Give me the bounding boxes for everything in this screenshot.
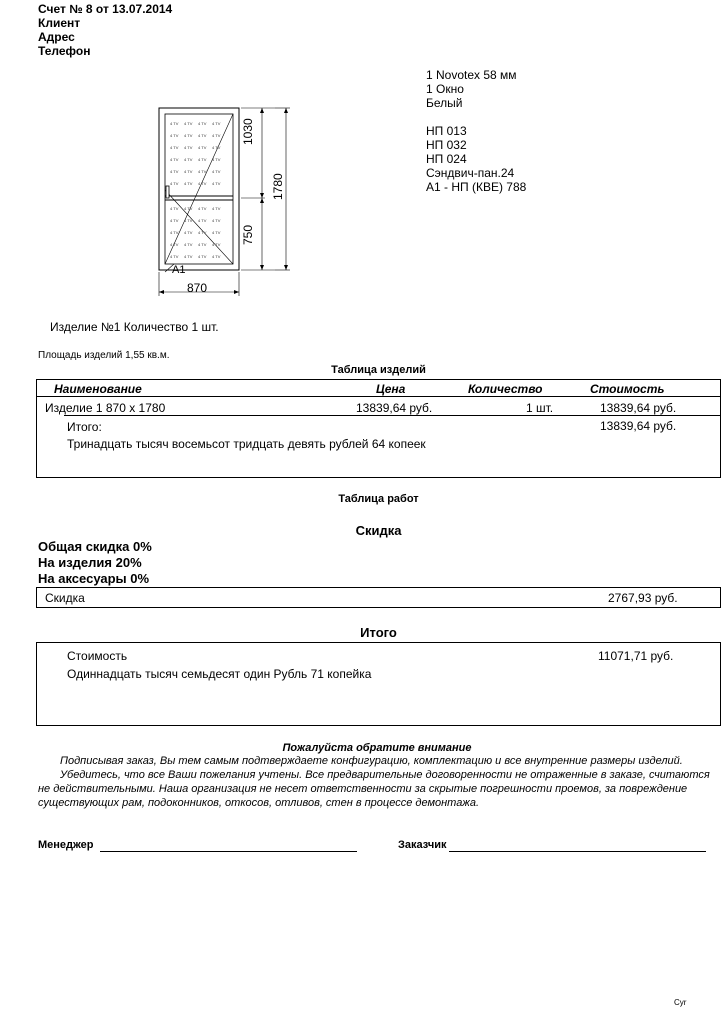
glass-mark: 4 TV [184, 206, 193, 211]
footer-mark: Cyr [674, 998, 687, 1007]
glass-mark: 4 TV [170, 169, 179, 174]
col-header-qty: Количество [468, 382, 543, 396]
row-qty: 1 шт. [526, 401, 554, 415]
notice-title: Пожалуйста обратите внимание [282, 742, 472, 754]
glass-mark: 4 TV [198, 157, 207, 162]
row-price: 13839,64 руб. [356, 401, 433, 415]
glass-mark: 4 TV [212, 206, 221, 211]
invoice-title: Счет № 8 от 13.07.2014 [38, 2, 173, 16]
glass-mark: 4 TV [212, 157, 221, 162]
glass-mark: 4 TV [212, 133, 221, 138]
glass-mark: 4 TV [170, 121, 179, 126]
manager-signature-label: Менеджер [38, 839, 94, 851]
glass-mark: 4 TV [198, 169, 207, 174]
top-section-dimension-label: 1030 [241, 118, 255, 145]
spec-line: НП 013 [426, 124, 467, 138]
glass-mark: 4 TV [170, 157, 179, 162]
manager-signature-line [100, 851, 357, 852]
phone-label: Телефон [38, 44, 91, 58]
discount-accessories: На аксесуары 0% [38, 571, 150, 586]
glass-mark: 4 TV [184, 254, 193, 259]
glass-mark: 4 TV [184, 218, 193, 223]
spec-line: 1 Окно [426, 82, 464, 96]
col-header-price: Цена [376, 382, 406, 396]
client-label: Клиент [38, 16, 81, 30]
glass-mark: 4 TV [198, 254, 207, 259]
glass-mark: 4 TV [198, 133, 207, 138]
total-title: Итого [360, 625, 397, 640]
row-cost: 13839,64 руб. [600, 401, 677, 415]
glass-mark: 4 TV [212, 218, 221, 223]
glass-mark: 4 TV [212, 145, 221, 150]
products-total-value: 13839,64 руб. [600, 419, 677, 433]
discount-row-label: Скидка [45, 591, 85, 605]
glass-mark: 4 TV [170, 218, 179, 223]
row-name: Изделие 1 870 x 1780 [45, 401, 166, 415]
total-cost-label: Стоимость [67, 649, 128, 663]
products-total-label: Итого: [67, 420, 102, 434]
customer-signature-line [449, 851, 706, 852]
width-dimension-label: 870 [187, 281, 208, 295]
glass-mark: 4 TV [170, 181, 179, 186]
notice-line: существующих рам, подоконников, откосов, отливов, стен в процессе демонтажа. [38, 797, 480, 809]
glass-mark: 4 TV [170, 145, 179, 150]
col-header-name: Наименование [54, 382, 142, 396]
glass-mark: 4 TV [212, 181, 221, 186]
total-cost-words: Одиннадцать тысяч семьдесят один Рубль 71 копейка [67, 667, 372, 681]
products-total-words: Тринадцать тысяч восемьсот тридцать девять рублей 64 копеек [67, 437, 426, 451]
spec-line [426, 110, 526, 124]
glass-mark: 4 TV [198, 206, 207, 211]
notice-line: Подписывая заказ, Вы тем самым подтверждаете конфигурацию, комплектацию и все внутренние размеры изделий. [60, 755, 683, 767]
discount-general: Общая скидка 0% [38, 539, 152, 554]
discount-products: На изделия 20% [38, 555, 142, 570]
glass-mark: 4 TV [198, 181, 207, 186]
glass-mark: 4 TV [212, 169, 221, 174]
glass-mark: 4 TV [198, 242, 207, 247]
glass-mark: 4 TV [198, 121, 207, 126]
glass-mark: 4 TV [184, 230, 193, 235]
glass-mark: 4 TV [184, 133, 193, 138]
col-header-cost: Стоимость [590, 382, 665, 396]
total-cost-value: 11071,71 руб. [598, 649, 674, 663]
spec-line: НП 032 [426, 138, 467, 152]
glass-mark: 4 TV [170, 133, 179, 138]
bottom-section-dimension-label: 750 [241, 224, 255, 245]
spec-line: Белый [426, 96, 463, 110]
spec-line: А1 - НП (КВЕ) 788 [426, 180, 527, 194]
discount-row-value: 2767,93 руб. [608, 591, 678, 605]
spec-line: 1 Novotex 58 мм [426, 68, 517, 82]
notice-line: не действительными. Наша организация не несет ответственности за скрытые погрешности проемов, за повреждение [38, 783, 688, 795]
notice-line: Убедитесь, что все Ваши пожелания учтены. Все предварительные договоренности не отраженные в заказе, считаются [60, 769, 710, 781]
item-caption: Изделие №1 Количество 1 шт. [50, 320, 219, 334]
glass-mark: 4 TV [212, 254, 221, 259]
products-table-title: Таблица изделий [331, 364, 426, 376]
glass-mark: 4 TV [212, 230, 221, 235]
customer-signature-label: Заказчик [398, 839, 447, 851]
height-dimension-label: 1780 [271, 173, 285, 200]
glass-marks [170, 121, 221, 259]
glass-mark: 4 TV [184, 145, 193, 150]
glass-mark: 4 TV [198, 218, 207, 223]
spec-line: НП 024 [426, 152, 467, 166]
glass-mark: 4 TV [184, 121, 193, 126]
works-table-title: Таблица работ [338, 493, 419, 505]
glass-mark: 4 TV [184, 181, 193, 186]
sash-label: А1 [172, 264, 186, 276]
spec-line: Сэндвич-пан.24 [426, 166, 515, 180]
glass-mark: 4 TV [184, 169, 193, 174]
glass-mark: 4 TV [170, 230, 179, 235]
glass-mark: 4 TV [212, 121, 221, 126]
glass-mark: 4 TV [184, 242, 193, 247]
handle-icon [166, 186, 169, 198]
opening-line-2 [165, 190, 233, 264]
address-label: Адрес [38, 30, 75, 44]
area-text: Площадь изделий 1,55 кв.м. [38, 350, 170, 361]
glass-mark: 4 TV [170, 206, 179, 211]
glass-mark: 4 TV [184, 157, 193, 162]
glass-mark: 4 TV [212, 242, 221, 247]
glass-mark: 4 TV [198, 145, 207, 150]
discount-title: Скидка [355, 523, 402, 538]
glass-mark: 4 TV [170, 254, 179, 259]
product-spec [426, 68, 526, 194]
glass-mark: 4 TV [198, 230, 207, 235]
glass-mark: 4 TV [170, 242, 179, 247]
